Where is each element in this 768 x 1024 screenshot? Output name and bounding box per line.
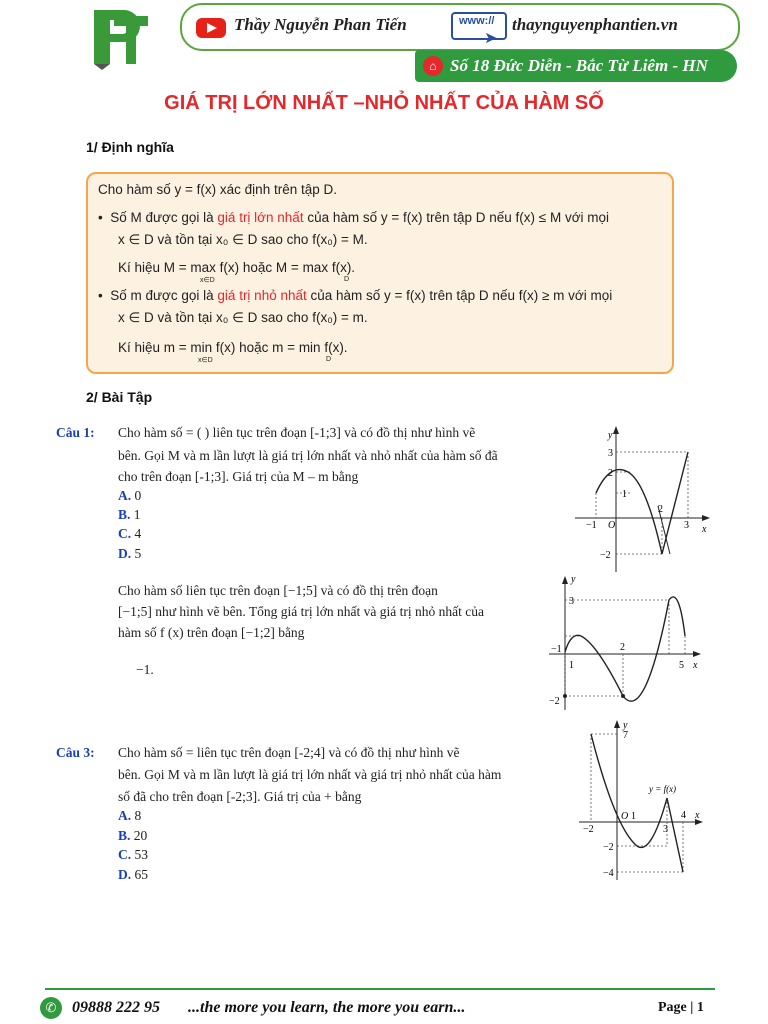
- g3-ylabel: y: [623, 720, 628, 731]
- g1-tick-neg2: −2: [600, 550, 611, 561]
- section-definition-heading: 1/ Định nghĩa: [86, 139, 174, 155]
- g3-tick-7: 7: [623, 730, 628, 741]
- q3-option-b[interactable]: B. 20: [118, 828, 148, 843]
- g2-tick-x5: 5: [679, 660, 684, 671]
- q3-option-c[interactable]: C. 53: [118, 847, 148, 862]
- g3-curve-label: y = f(x): [649, 784, 677, 794]
- q1-option-d[interactable]: D. 5: [118, 546, 142, 561]
- q3-graph: [575, 718, 705, 883]
- g3-tick-1: 1: [631, 811, 636, 822]
- teacher-name: Thầy Nguyễn Phan Tiến: [234, 15, 407, 34]
- page-title: GIÁ TRỊ LỚN NHẤT –NHỎ NHẤT CỦA HÀM SỐ: [164, 92, 604, 114]
- g2-tick-neg1: −1: [551, 644, 562, 655]
- q1-option-a[interactable]: A. 0: [118, 488, 142, 503]
- q2-answer[interactable]: −1.: [136, 662, 154, 677]
- q1-line2: bên. Gọi M và m lần lượt là giá trị lớn nhất và nhỏ nhất của hàm số đã: [118, 448, 498, 463]
- g2-tick-1: 1: [569, 660, 574, 671]
- footer-phone: 09888 222 95: [72, 999, 160, 1016]
- g1-tick-x2: 2: [658, 504, 663, 515]
- g1-tick-x3: 3: [684, 520, 689, 531]
- page-number: Page | 1: [658, 1000, 704, 1015]
- def-max-sub2: D: [344, 276, 350, 283]
- g3-xlabel: x: [695, 810, 700, 821]
- q2-graph: [545, 574, 705, 714]
- g2-tick-x2: 2: [620, 642, 625, 653]
- g1-tick-1: 1: [622, 489, 627, 500]
- g1-origin: O: [608, 520, 616, 531]
- g3-tick-neg4: −4: [603, 868, 614, 879]
- q2-line1: Cho hàm số liên tục trên đoạn [−1;5] và có đồ thị trên đoạn: [118, 583, 438, 598]
- g2-xlabel: x: [693, 660, 698, 671]
- definition-box: [86, 172, 674, 374]
- def-bullet-min-line2: x ∈ D và tồn tại x₀ ∈ D sao cho f(x₀) = m.: [118, 310, 368, 325]
- youtube-icon: [196, 18, 226, 38]
- q3-line1: Cho hàm số = liên tục trên đoạn [-2;4] và có đồ thị như hình vẽ: [118, 745, 460, 760]
- g2-ylabel: y: [571, 574, 576, 585]
- g1-xlabel: x: [702, 524, 707, 535]
- cursor-icon: ➤: [484, 30, 498, 47]
- q1-option-b[interactable]: B. 1: [118, 507, 141, 522]
- def-min-notation: Kí hiệu m = min f(x) hoặc m = min f(x).: [118, 340, 348, 355]
- q2-line2: [−1;5] như hình vẽ bên. Tổng giá trị lớn nhất và giá trị nhỏ nhất của: [118, 604, 484, 619]
- q1-graph: [570, 424, 712, 574]
- g1-tick-neg1: −1: [586, 520, 597, 531]
- def-bullet-max-line2: x ∈ D và tồn tại x₀ ∈ D sao cho f(x₀) = M.: [118, 232, 368, 247]
- q1-option-c[interactable]: C. 4: [118, 526, 142, 541]
- def-line-1: Cho hàm số y = f(x) xác định trên tập D.: [98, 182, 337, 197]
- g3-tick-neg2x: −2: [583, 824, 594, 835]
- def-max-notation: Kí hiệu M = max f(x) hoặc M = max f(x).: [118, 260, 356, 275]
- phone-icon: ✆: [40, 997, 62, 1019]
- footer-divider: [45, 988, 715, 990]
- www-icon: www://: [451, 12, 507, 40]
- g1-tick-3: 3: [608, 448, 613, 459]
- website-link[interactable]: thaynguyenphantien.vn: [512, 15, 678, 34]
- logo: [72, 2, 162, 72]
- g3-tick-neg2: −2: [603, 842, 614, 853]
- def-min-sub1: x∈D: [198, 357, 213, 364]
- home-icon: ⌂: [423, 56, 443, 76]
- g1-tick-2: 2: [608, 468, 613, 479]
- def-bullet-min: • Số m được gọi là giá trị nhỏ nhất của hàm số y = f(x) trên tập D nếu f(x) ≥ m với mọi: [98, 288, 613, 303]
- g3-tick-x4: 4: [681, 810, 686, 821]
- g2-tick-3: 3: [569, 596, 574, 607]
- q2-line3: hàm số f (x) trên đoạn [−1;2] bằng: [118, 625, 305, 640]
- g3-origin: O: [621, 811, 629, 822]
- q3-option-d[interactable]: D. 65: [118, 867, 148, 882]
- g1-ylabel: y: [608, 430, 613, 441]
- q3-line3: số đã cho trên đoạn [-2;3]. Giá trị của + bằng: [118, 789, 362, 804]
- q1-label: Câu 1:: [56, 425, 95, 440]
- section-exercises-heading: 2/ Bài Tập: [86, 389, 153, 405]
- def-max-sub1: x∈D: [200, 277, 215, 284]
- g3-tick-x3: 3: [663, 824, 668, 835]
- address-text: Số 18 Đức Diễn - Bắc Từ Liêm - HN: [450, 56, 708, 75]
- g2-tick-neg2: −2: [549, 696, 560, 707]
- def-bullet-max: • Số M được gọi là giá trị lớn nhất của hàm số y = f(x) trên tập D nếu f(x) ≤ M với mọi: [98, 210, 610, 225]
- footer-slogan: ...the more you learn, the more you earn...: [188, 999, 466, 1016]
- q1-line3: cho trên đoạn [-1;3]. Giá trị của M – m bằng: [118, 469, 359, 484]
- q3-label: Câu 3:: [56, 745, 95, 760]
- q3-line2: bên. Gọi M và m lần lượt là giá trị lớn nhất và giá trị nhỏ nhất của hàm: [118, 767, 502, 782]
- q3-option-a[interactable]: A. 8: [118, 808, 142, 823]
- q1-line1: Cho hàm số = ( ) liên tục trên đoạn [-1;3] và có đồ thị như hình vẽ: [118, 425, 476, 440]
- def-min-sub2: D: [326, 356, 332, 363]
